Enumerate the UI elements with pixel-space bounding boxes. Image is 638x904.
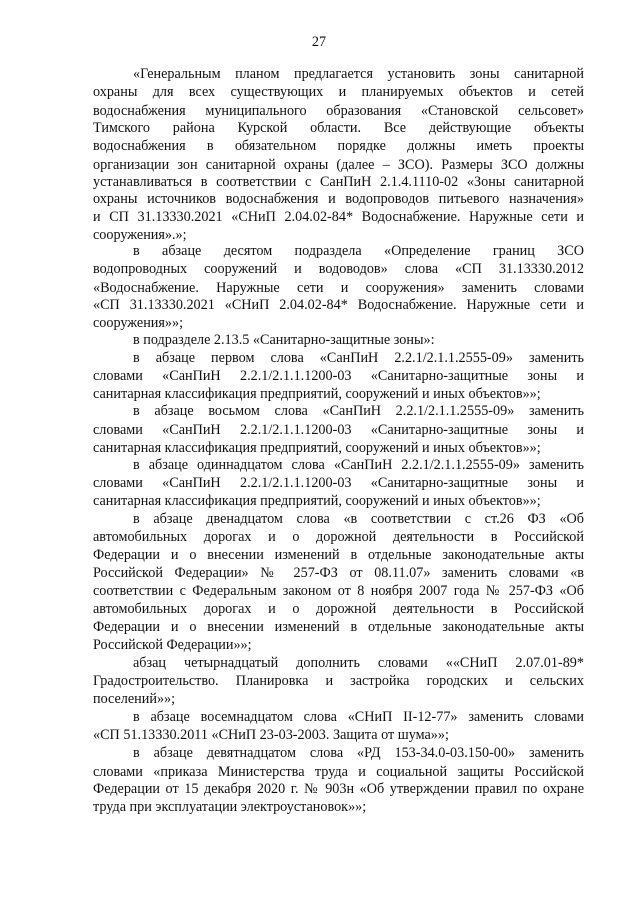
text-line: сооружения»»; xyxy=(93,315,184,331)
text-line: Федерации от 15 декабря 2020 г. № 903н «Об утверждении правил по охране xyxy=(93,781,584,797)
text-line: санитарная классификация предприятий, сооружений и иных объектов»»; xyxy=(93,386,541,402)
text-line: устанавливаться в соответствии с СанПиН 2.1.4.1110-02 «Зоны санитарной xyxy=(93,174,584,190)
page-number: 27 xyxy=(311,34,327,50)
text-line: словами «СанПиН 2.2.1/2.1.1.1200-03 «Санитарно-защитные зоны и xyxy=(93,422,584,438)
text-line: Федерации и о внесении изменений в отдельные законодательные акты xyxy=(93,619,584,635)
text-line: в абзаце первом слова «СанПиН 2.2.1/2.1.1.2555-09» заменить xyxy=(133,350,584,366)
text-line: Тимского района Курской области. Все действующие объекты xyxy=(93,120,584,136)
text-line: в абзаце девятнадцатом слова «РД 153-34.0-03.150-00» заменить xyxy=(133,745,584,761)
text-line: словами «приказа Министерства труда и социальной защиты Российской xyxy=(93,764,584,780)
text-line: водоснабжения муниципального образования «Становской сельсовет» xyxy=(93,103,584,119)
text-line: «Водоснабжение. Наружные сети и сооружения» заменить словами xyxy=(93,280,584,296)
text-line: водопроводных сооружений и водоводов» слова «СП 31.13330.2012 xyxy=(93,261,584,277)
text-line: Российской Федерации» № 257-ФЗ от 08.11.07» заменить словами «в xyxy=(93,565,584,581)
text-line: Федерации и о внесении изменений в отдельные законодательные акты xyxy=(93,547,584,563)
text-line: автомобильных дорогах и о дорожной деятельности в Российской xyxy=(93,529,584,545)
text-line: автомобильных дорогах и о дорожной деятельности в Российской xyxy=(93,601,584,617)
text-line: в абзаце десятом подраздела «Определение границ ЗСО xyxy=(133,243,584,259)
text-line: абзац четырнадцатый дополнить словами ««СНиП 2.07.01-89* xyxy=(133,655,584,671)
text-line: словами «СанПиН 2.2.1/2.1.1.1200-03 «Санитарно-защитные зоны и xyxy=(93,475,584,491)
text-line: в абзаце восьмом слова «СанПиН 2.2.1/2.1.1.2555-09» заменить xyxy=(133,403,584,419)
text-line: в абзаце одиннадцатом слова «СанПиН 2.2.1/2.1.1.2555-09» заменить xyxy=(133,457,584,473)
text-line: поселений»»; xyxy=(93,691,176,707)
text-line: и СП 31.13330.2021 «СНиП 2.04.02-84* Водоснабжение. Наружные сети и xyxy=(93,209,584,225)
text-line: «СП 31.13330.2021 «СНиП 2.04.02-84* Водоснабжение. Наружные сети и xyxy=(93,297,584,313)
text-line: охраны для всех существующих и планируемых объектов и сетей xyxy=(93,84,584,100)
text-line: в абзаце двенадцатом слова «в соответствии с ст.26 ФЗ «Об xyxy=(133,511,584,527)
text-line: «СП 51.13330.2011 «СНиП 23-03-2003. Защита от шума»»; xyxy=(93,727,449,743)
text-line: словами «СанПиН 2.2.1/2.1.1.1200-03 «Санитарно-защитные зоны и xyxy=(93,368,584,384)
text-line: труда при эксплуатации электроустановок»»; xyxy=(93,799,367,815)
text-line: охраны источников водоснабжения и водопроводов питьевого назначения» xyxy=(93,191,584,207)
text-line: «Генеральным планом предлагается установить зоны санитарной xyxy=(133,66,584,82)
text-line: в подразделе 2.13.5 «Санитарно-защитные зоны»: xyxy=(133,332,435,348)
text-line: водоснабжения в обязательном порядке должны иметь проекты xyxy=(93,138,584,154)
text-line: организации зон санитарной охраны (далее – ЗСО). Размеры ЗСО должны xyxy=(93,157,584,173)
text-line: санитарная классификация предприятий, сооружений и иных объектов»»; xyxy=(93,440,541,456)
text-line: санитарная классификация предприятий, сооружений и иных объектов»»; xyxy=(93,493,541,509)
text-line: Градостроительство. Планировка и застройка городских и сельских xyxy=(93,673,584,689)
text-line: Российской Федерации»»; xyxy=(93,637,252,653)
text-line: сооружения».»; xyxy=(93,227,187,243)
text-line: соответствии с Федеральным законом от 8 ноября 2007 года № 257-ФЗ «Об xyxy=(93,583,584,599)
text-line: в абзаце восемнадцатом слова «СНиП II-12-77» заменить словами xyxy=(133,709,584,725)
